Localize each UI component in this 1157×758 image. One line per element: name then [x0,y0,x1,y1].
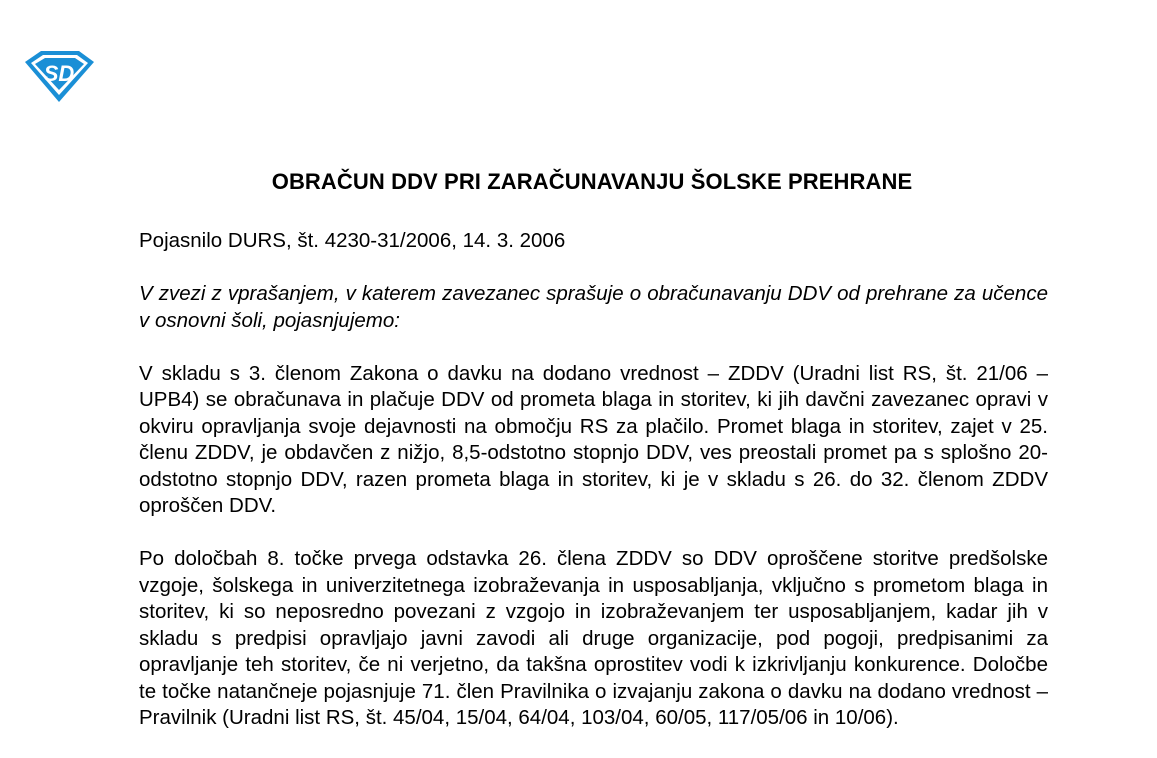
paragraph-1: V skladu s 3. členom Zakona o davku na dodano vrednost – ZDDV (Uradni list RS, št. 21/06 – UPB4) se obračunava in plačuje DDV od prometa blaga in storitev, ki jih davčni zavezanec opravi v okviru opravljanja svoje dejavnosti na območju RS za plačilo. Promet blaga in storitev, zajet v 25. členu ZDDV, je obdavčen z nižjo, 8,5-odstotno stopnjo DDV, ves preostali promet pa s splošno 20-odstotno stopnjo DDV, razen prometa blaga in storitev, ki je v skladu s 26. do 32. členom ZDDV oproščen DDV. [139,361,1048,517]
paragraph-2: Po določbah 8. točke prvega odstavka 26. člena ZDDV so DDV oproščene storitve predšolske vzgoje, šolskega in univerzitetnega izobraževanja in usposabljanja, vključno s prometom blaga in storitev, ki so neposredno povezani z vzgojo in izobraževanjem ter usposabljanjem, kadar jih v skladu s predpisi opravljajo javni zavodi ali druge organizacije, pod pogoji, predpisanimi za opravljanje teh storitev, če ni verjetno, da takšna oprostitev vodi k izkrivljanju konkurence. Določbe te točke natančneje pojasnjuje 71. člen Pravilnika o izvajanju zakona o davku na dodano vrednost – Pravilnik (Uradni list RS, št. 45/04, 15/04, 64/04, 103/04, 60/05, 117/05/06 in 10/06). [139,547,1048,729]
document-question: V zvezi z vprašanjem, v katerem zavezanec sprašuje o obračunavanju DDV od prehrane za učence v osnovni šoli, pojasnjujemo: [139,282,1048,332]
document-body [139,228,1048,758]
svg-text:SD: SD [43,61,75,86]
sd-diamond-logo-icon [22,48,96,104]
document-source: Pojasnilo DURS, št. 4230-31/2006, 14. 3. 2006 [139,229,566,252]
document-title: OBRAČUN DDV PRI ZARAČUNAVANJU ŠOLSKE PREHRANE [271,169,913,194]
